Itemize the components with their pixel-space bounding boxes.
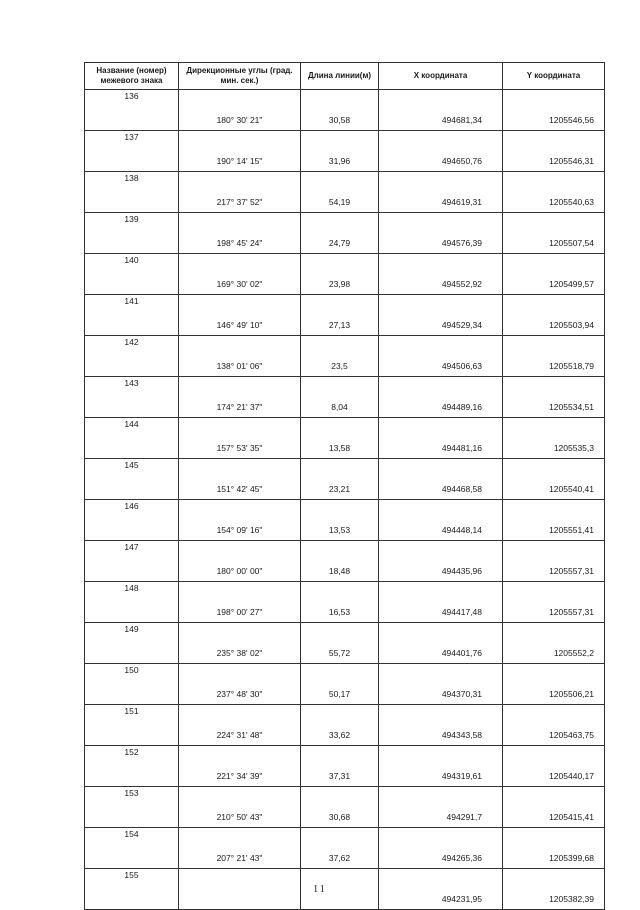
y-coordinate: 1205557,31: [503, 602, 605, 623]
point-name: 146: [85, 500, 179, 521]
x-coordinate: 494468,58: [379, 479, 503, 500]
empty-cell: [85, 848, 179, 869]
line-length: 37,31: [301, 766, 379, 787]
empty-cell: [379, 336, 503, 357]
empty-cell: [179, 787, 301, 808]
empty-cell: [301, 705, 379, 726]
empty-cell: [379, 746, 503, 767]
empty-cell: [379, 664, 503, 685]
empty-cell: [85, 110, 179, 131]
table-row: [85, 336, 605, 357]
empty-cell: [503, 131, 605, 152]
empty-cell: [301, 418, 379, 439]
x-coordinate: 494481,16: [379, 438, 503, 459]
empty-cell: [85, 315, 179, 336]
point-name: 144: [85, 418, 179, 439]
header-point-name: Название (номер) межевого знака: [85, 63, 179, 90]
empty-cell: [85, 643, 179, 664]
table-row: [85, 541, 605, 562]
table-row: [85, 254, 605, 275]
line-length: 27,13: [301, 315, 379, 336]
y-coordinate: 1205535,3: [503, 438, 605, 459]
point-name: 154: [85, 828, 179, 849]
table-row: [85, 725, 605, 746]
point-name: 151: [85, 705, 179, 726]
empty-cell: [85, 766, 179, 787]
empty-cell: [85, 479, 179, 500]
x-coordinate: 494576,39: [379, 233, 503, 254]
y-coordinate: 1205382,39: [503, 889, 605, 910]
empty-cell: [85, 356, 179, 377]
y-coordinate: 1205551,41: [503, 520, 605, 541]
point-name: 143: [85, 377, 179, 398]
empty-cell: [503, 336, 605, 357]
direction-angle: 180° 30' 21": [179, 110, 301, 131]
y-coordinate: 1205540,63: [503, 192, 605, 213]
table-row: [85, 828, 605, 849]
point-name: 150: [85, 664, 179, 685]
empty-cell: [379, 500, 503, 521]
direction-angle: 210° 50' 43": [179, 807, 301, 828]
x-coordinate: 494506,63: [379, 356, 503, 377]
header-direction-angle: Дирекционные углы (град. мин. сек.): [179, 63, 301, 90]
point-name: 149: [85, 623, 179, 644]
direction-angle: 190° 14' 15": [179, 151, 301, 172]
empty-cell: [379, 418, 503, 439]
empty-cell: [179, 377, 301, 398]
empty-cell: [85, 561, 179, 582]
empty-cell: [301, 746, 379, 767]
line-length: 30,68: [301, 807, 379, 828]
empty-cell: [379, 254, 503, 275]
y-coordinate: 1205506,21: [503, 684, 605, 705]
table-row: [85, 664, 605, 685]
direction-angle: 146° 49' 10": [179, 315, 301, 336]
line-length: 16,53: [301, 602, 379, 623]
empty-cell: [179, 705, 301, 726]
table-row: [85, 274, 605, 295]
line-length: 23,5: [301, 356, 379, 377]
y-coordinate: 1205415,41: [503, 807, 605, 828]
empty-cell: [179, 664, 301, 685]
table-row: [85, 848, 605, 869]
table-row: [85, 787, 605, 808]
table-row: [85, 356, 605, 377]
point-name: 155: [85, 869, 179, 890]
direction-angle: 169° 30' 02": [179, 274, 301, 295]
header-x-coordinate: X координата: [379, 63, 503, 90]
line-length: 23,98: [301, 274, 379, 295]
line-length: 50,17: [301, 684, 379, 705]
table-header: [85, 63, 605, 90]
x-coordinate: 494401,76: [379, 643, 503, 664]
point-name: 136: [85, 90, 179, 111]
empty-cell: [85, 725, 179, 746]
empty-cell: [379, 787, 503, 808]
y-coordinate: 1205518,79: [503, 356, 605, 377]
y-coordinate: 1205552,2: [503, 643, 605, 664]
empty-cell: [379, 459, 503, 480]
empty-cell: [301, 213, 379, 234]
empty-cell: [503, 664, 605, 685]
point-name: 140: [85, 254, 179, 275]
table-row: [85, 213, 605, 234]
direction-angle: 138° 01' 06": [179, 356, 301, 377]
empty-cell: [179, 623, 301, 644]
x-coordinate: 494435,96: [379, 561, 503, 582]
table-row: [85, 582, 605, 603]
empty-cell: [301, 459, 379, 480]
empty-cell: [503, 582, 605, 603]
empty-cell: [179, 213, 301, 234]
line-length: 13,58: [301, 438, 379, 459]
y-coordinate: 1205399,68: [503, 848, 605, 869]
line-length: 37,62: [301, 848, 379, 869]
y-coordinate: 1205507,54: [503, 233, 605, 254]
empty-cell: [301, 582, 379, 603]
coordinates-table: [84, 62, 605, 910]
empty-cell: [179, 418, 301, 439]
table-row: [85, 561, 605, 582]
empty-cell: [503, 541, 605, 562]
empty-cell: [85, 438, 179, 459]
direction-angle: 237° 48' 30": [179, 684, 301, 705]
y-coordinate: 1205503,94: [503, 315, 605, 336]
line-length: 55,72: [301, 643, 379, 664]
table-row: [85, 766, 605, 787]
empty-cell: [179, 828, 301, 849]
empty-cell: [301, 623, 379, 644]
empty-cell: [85, 233, 179, 254]
empty-cell: [301, 664, 379, 685]
empty-cell: [379, 131, 503, 152]
direction-angle: 198° 45' 24": [179, 233, 301, 254]
empty-cell: [503, 254, 605, 275]
x-coordinate: 494489,16: [379, 397, 503, 418]
table-row: [85, 418, 605, 439]
table-body: [85, 90, 605, 910]
table-row: [85, 807, 605, 828]
table-row: [85, 623, 605, 644]
x-coordinate: 494681,34: [379, 110, 503, 131]
point-name: 142: [85, 336, 179, 357]
empty-cell: [179, 295, 301, 316]
y-coordinate: 1205557,31: [503, 561, 605, 582]
empty-cell: [301, 828, 379, 849]
line-length: 30,58: [301, 110, 379, 131]
direction-angle: 198° 00' 27": [179, 602, 301, 623]
empty-cell: [379, 623, 503, 644]
y-coordinate: 1205499,57: [503, 274, 605, 295]
line-length: 54,19: [301, 192, 379, 213]
x-coordinate: 494650,76: [379, 151, 503, 172]
line-length: 13,53: [301, 520, 379, 541]
empty-cell: [379, 828, 503, 849]
empty-cell: [85, 520, 179, 541]
point-name: 141: [85, 295, 179, 316]
empty-cell: [179, 582, 301, 603]
line-length: 8,04: [301, 397, 379, 418]
header-y-coordinate: Y координата: [503, 63, 605, 90]
direction-angle: 217° 37' 52": [179, 192, 301, 213]
point-name: 138: [85, 172, 179, 193]
empty-cell: [179, 254, 301, 275]
y-coordinate: 1205440,17: [503, 766, 605, 787]
point-name: 147: [85, 541, 179, 562]
table-row: [85, 643, 605, 664]
empty-cell: [379, 541, 503, 562]
x-coordinate: 494417,48: [379, 602, 503, 623]
table-row: [85, 172, 605, 193]
empty-cell: [179, 541, 301, 562]
direction-angle: 151° 42' 45": [179, 479, 301, 500]
table-row: [85, 705, 605, 726]
x-coordinate: 494291,7: [379, 807, 503, 828]
point-name: 137: [85, 131, 179, 152]
table-row: [85, 90, 605, 111]
x-coordinate: 494370,31: [379, 684, 503, 705]
x-coordinate: 494319,61: [379, 766, 503, 787]
table-row: [85, 397, 605, 418]
empty-cell: [179, 131, 301, 152]
table-row: [85, 151, 605, 172]
empty-cell: [179, 459, 301, 480]
y-coordinate: 1205546,56: [503, 110, 605, 131]
header-line-length: Длина линии(м): [301, 63, 379, 90]
direction-angle: 224° 31' 48": [179, 725, 301, 746]
empty-cell: [379, 582, 503, 603]
empty-cell: [379, 90, 503, 111]
empty-cell: [85, 807, 179, 828]
direction-angle: 174° 21' 37": [179, 397, 301, 418]
point-name: 148: [85, 582, 179, 603]
line-length: 24,79: [301, 233, 379, 254]
empty-cell: [379, 377, 503, 398]
empty-cell: [301, 500, 379, 521]
table-row: [85, 684, 605, 705]
empty-cell: [179, 90, 301, 111]
x-coordinate: 494448,14: [379, 520, 503, 541]
table-row: [85, 131, 605, 152]
table-row: [85, 295, 605, 316]
empty-cell: [85, 192, 179, 213]
empty-cell: [503, 418, 605, 439]
line-length: 18,48: [301, 561, 379, 582]
empty-cell: [503, 705, 605, 726]
table-row: [85, 315, 605, 336]
empty-cell: [503, 500, 605, 521]
line-length: 31,96: [301, 151, 379, 172]
point-name: 145: [85, 459, 179, 480]
table-row: [85, 377, 605, 398]
empty-cell: [503, 172, 605, 193]
page-number: 11: [313, 884, 327, 895]
table-row: [85, 746, 605, 767]
x-coordinate: 494231,95: [379, 889, 503, 910]
empty-cell: [301, 295, 379, 316]
point-name: 153: [85, 787, 179, 808]
empty-cell: [301, 336, 379, 357]
empty-cell: [301, 131, 379, 152]
empty-cell: [503, 377, 605, 398]
line-length: 23,21: [301, 479, 379, 500]
table-row: [85, 459, 605, 480]
empty-cell: [503, 623, 605, 644]
empty-cell: [503, 746, 605, 767]
direction-angle: 154° 09' 16": [179, 520, 301, 541]
point-name: 139: [85, 213, 179, 234]
y-coordinate: 1205534,51: [503, 397, 605, 418]
empty-cell: [503, 828, 605, 849]
empty-cell: [85, 602, 179, 623]
table-row: [85, 500, 605, 521]
table-row: [85, 520, 605, 541]
table-row: [85, 602, 605, 623]
empty-cell: [179, 746, 301, 767]
x-coordinate: 494529,34: [379, 315, 503, 336]
empty-cell: [301, 377, 379, 398]
empty-cell: [179, 172, 301, 193]
x-coordinate: 494552,92: [379, 274, 503, 295]
x-coordinate: 494265,36: [379, 848, 503, 869]
point-name: 152: [85, 746, 179, 767]
empty-cell: [301, 90, 379, 111]
y-coordinate: 1205540,41: [503, 479, 605, 500]
empty-cell: [301, 254, 379, 275]
empty-cell: [379, 705, 503, 726]
table-row: [85, 233, 605, 254]
direction-angle: 180° 00' 00": [179, 561, 301, 582]
empty-cell: [85, 397, 179, 418]
empty-cell: [503, 213, 605, 234]
y-coordinate: 1205463,75: [503, 725, 605, 746]
empty-cell: [379, 172, 503, 193]
empty-cell: [503, 90, 605, 111]
empty-cell: [85, 151, 179, 172]
empty-cell: [503, 459, 605, 480]
table-row: [85, 438, 605, 459]
direction-angle: 207° 21' 43": [179, 848, 301, 869]
table-row: [85, 192, 605, 213]
direction-angle: 235° 38' 02": [179, 643, 301, 664]
y-coordinate: 1205546,31: [503, 151, 605, 172]
line-length: 33,62: [301, 725, 379, 746]
direction-angle: 157° 53' 35": [179, 438, 301, 459]
empty-cell: [301, 172, 379, 193]
empty-cell: [85, 274, 179, 295]
table-row: [85, 110, 605, 131]
direction-angle: 221° 34' 39": [179, 766, 301, 787]
empty-cell: [301, 787, 379, 808]
empty-cell: [179, 336, 301, 357]
empty-cell: [503, 787, 605, 808]
x-coordinate: 494343,58: [379, 725, 503, 746]
table-row: [85, 479, 605, 500]
empty-cell: [379, 295, 503, 316]
empty-cell: [379, 213, 503, 234]
empty-cell: [179, 500, 301, 521]
empty-cell: [503, 295, 605, 316]
empty-cell: [85, 684, 179, 705]
x-coordinate: 494619,31: [379, 192, 503, 213]
empty-cell: [301, 541, 379, 562]
